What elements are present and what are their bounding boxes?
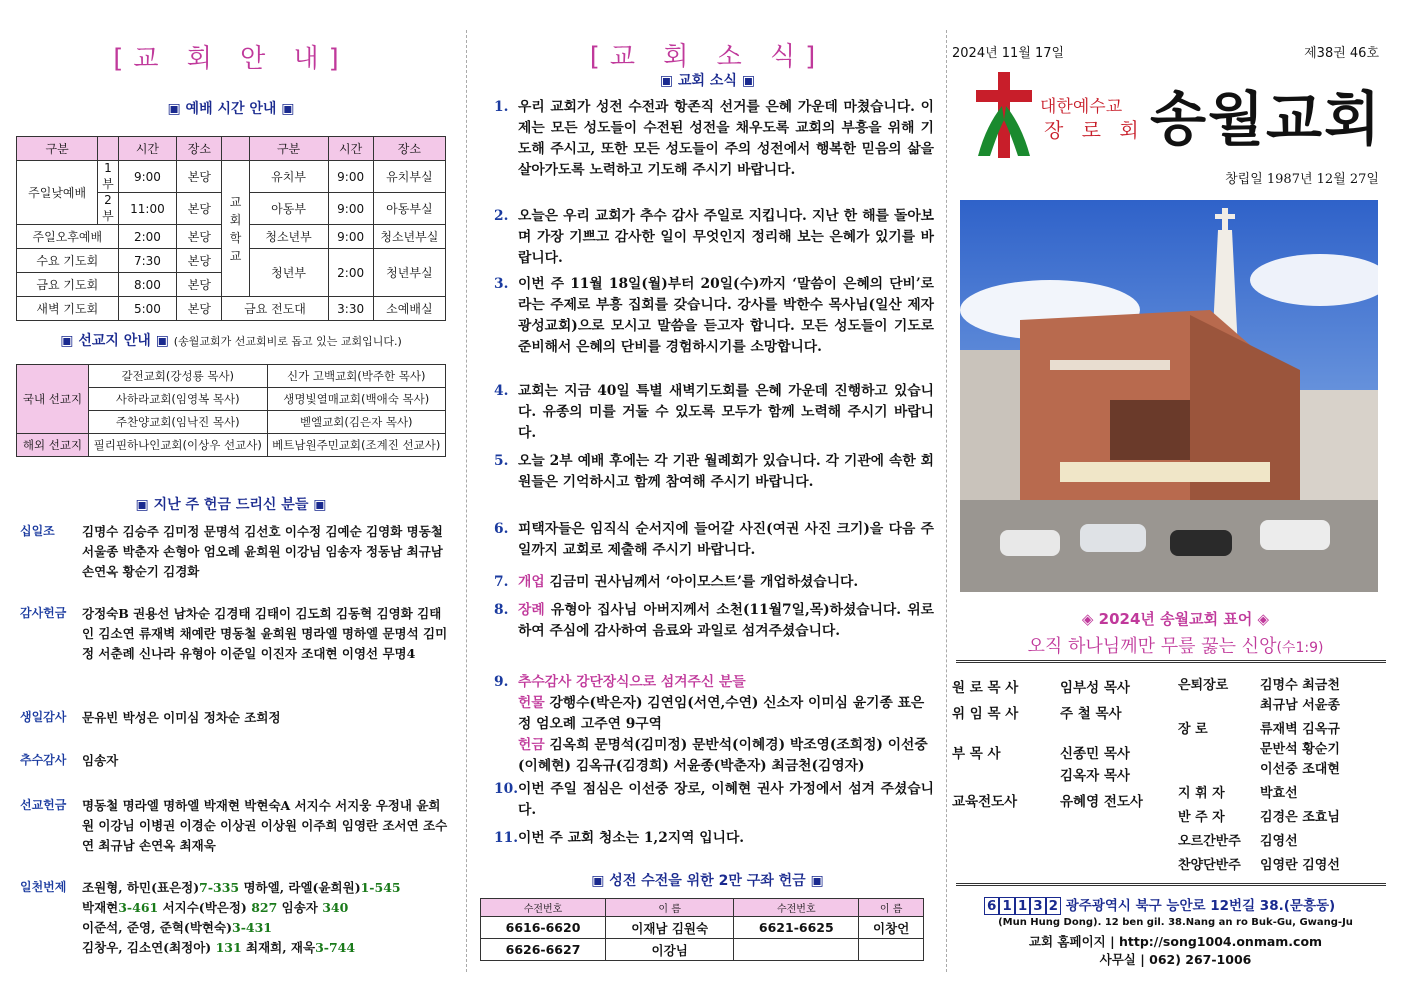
mission-heading	[0, 330, 462, 350]
motto	[948, 632, 1403, 658]
header-cell: 이 름	[859, 899, 924, 917]
offering-names: 명동철 명라엘 명하엘 박재현 박현숙A 서지수 서지웅 우정내 윤희원 이강님 이병권 이경순 이상권 이상원 이주희 임영란 조서연 조수연 최규남 손연옥 최재욱	[82, 798, 448, 853]
address-line: 6 1 1 3 2 광주광역시 북구 능안로 12번길 38.(문흥동)	[984, 894, 1335, 915]
dept-name: 청소년부	[249, 225, 328, 249]
header-cell: 수전번호	[734, 899, 859, 917]
table-row	[17, 161, 446, 193]
news-item: 3. 이번 주 11월 18일(월)부터 20일(수)까지 ‘말씀이 은혜의 단비’로 라는 주제로 부흥 집회를 갖습니다. 강사를 박한수 목사님(일산 제자 광성교회)으로 모시고 말씀을 듣고자 합니다. 모든 성도들이 기도로 준비해서 은혜의 단비를 경험하시기를 소망합니다.	[494, 276, 934, 355]
news-item: 11. 이번 주 교회 청소는 1,2지역 입니다.	[494, 830, 745, 846]
news-item: 4. 교회는 지금 40일 특별 새벽기도회를 은혜 가운데 진행하고 있습니다. 유종의 미를 거둘 수 있도록 모두가 함께 노력해 주시기 바랍니다.	[494, 383, 934, 441]
news-item: 1. 우리 교회가 성전 수전과 항존직 선거를 은혜 가운데 마쳤습니다. 이제는 모든 성도들이 수전된 성전을 채우도록 교회의 부흥을 위해 기도해 주시고, 또한 모든 성도들이 주의 성전에서 행복한 믿음의 삶을 살아가도록 노력하고 기도해 주시기 바랍니다.	[494, 99, 934, 178]
offering-heading: ▣ 지난 주 헌금 드리신 분들 ▣	[135, 497, 327, 513]
offering-names: 문유빈 박성은 이미심 정차순 조희정	[82, 710, 281, 725]
offering-label: 감사헌금	[20, 606, 67, 620]
dept-time: 9:00	[328, 161, 373, 193]
offering-tithe	[20, 522, 450, 582]
service-time: 5:00	[118, 297, 177, 321]
dept-time: 9:00	[328, 193, 373, 225]
service-place: 본당	[177, 297, 222, 321]
table-row: 6626-6627 이강님	[481, 939, 924, 961]
offering-mission	[20, 796, 450, 856]
dept-time: 9:00	[328, 225, 373, 249]
issue-number: 제38권 46호	[1304, 46, 1379, 61]
mission-cell: 신가 고백교회(박주한 목사)	[267, 365, 446, 388]
divider	[956, 660, 1386, 663]
news-item: 5. 오늘 2부 예배 후에는 각 기관 월례회가 있습니다. 각 기관에 속한 회원들은 기억하시고 함께 참여해 주시기 바랍니다.	[494, 453, 934, 490]
service-name: 주일오후예배	[17, 225, 119, 249]
worship-heading: ▣ 예배 시간 안내 ▣	[167, 101, 295, 117]
mission-cell: 생명빛열매교회(백애숙 목사)	[267, 388, 446, 411]
offering-harvest	[20, 751, 450, 771]
header-cell: 시간	[118, 137, 177, 161]
table-row	[17, 434, 446, 457]
offering-birthday	[20, 708, 450, 728]
offering-daily	[20, 878, 450, 958]
dept-name: 금요 전도대	[222, 297, 328, 321]
offering-names	[82, 878, 450, 958]
offering-names: 임송자	[82, 753, 119, 768]
offering-label: 추수감사	[20, 753, 67, 767]
dept-place: 청소년부실	[373, 225, 445, 249]
news-item-harvest: 9. 추수감사 강단장식으로 섬겨주신 분들 헌물 강행수(박은자) 김연임(서연,수연) 신소자 이미심 윤기종 표은정 엄오례 고주연 9구역 헌금 김옥희 문명석(김미정) 문반석(이혜경) 박조영(조희정) 이선중(이혜현) 김옥규(김경희) 서윤종(박춘자) 최금천(김영자)	[494, 672, 934, 777]
overseas-label: 해외 선교지	[17, 434, 89, 457]
service-place: 본당	[177, 225, 222, 249]
office-phone: 사무실 | 062) 267-1006	[1099, 952, 1252, 967]
mission-heading-text: ▣ 선교지 안내 ▣	[60, 333, 169, 349]
account-table	[480, 898, 924, 961]
church-building-photo	[960, 200, 1378, 592]
service-place: 본당	[177, 249, 222, 273]
church-name: 송월교회	[1150, 85, 1383, 153]
daily-line: 김창우, 김소연(최정아) 131 최재희, 재욱3-744	[82, 940, 356, 955]
service-name: 새벽 기도회	[17, 297, 119, 321]
motto-reference: (수1:9)	[1276, 640, 1324, 656]
offering-names: 강정숙B 권용선 남차순 김경태 김태이 김도희 김동혁 김영화 김태인 김소연 류재벽 채예란 명동철 윤희원 명라엘 명하엘 문명석 김미정 서춘례 신나라 유형아 이준일 이진자 조대현 이영선 무명4	[82, 606, 448, 661]
dept-place: 소예배실	[373, 297, 445, 321]
worship-schedule-table	[16, 136, 446, 321]
divider	[956, 883, 1386, 886]
offering-label: 선교헌금	[20, 798, 67, 812]
motto-heading: ◈ 2024년 송월교회 표어 ◈	[1081, 610, 1270, 628]
offering-label: 생일감사	[20, 710, 67, 724]
table-row	[17, 365, 446, 388]
service-time: 8:00	[118, 273, 177, 297]
news-item: 6. 피택자들은 임직식 순서지에 들어갈 사진(여권 사진 크기)을 다음 주일까지 교회로 제출해 주시기 바랍니다.	[494, 521, 934, 558]
mission-cell: 필리핀하나인교회(이상우 선교사)	[89, 434, 268, 457]
denomination-line2: 장 로 회	[1044, 118, 1145, 142]
dept-name: 청년부	[249, 249, 328, 297]
service-place: 본당	[177, 273, 222, 297]
mission-cell: 주찬양교회(임낙진 목사)	[89, 411, 268, 434]
news-item: 10. 이번 주일 점심은 이선중 장로, 이혜현 권사 가정에서 섬겨 주셨습니다.	[494, 781, 934, 818]
service-time: 7:30	[118, 249, 177, 273]
sunday-morning-label: 주일낮예배	[17, 161, 98, 225]
service-time: 2:00	[118, 225, 177, 249]
news-item: 2. 오늘은 우리 교회가 추수 감사 주일로 지킵니다. 지난 한 해를 돌아보며 가장 기쁘고 감사한 일이 무엇인지 정리해 보는 은혜가 있기를 바랍니다.	[494, 208, 934, 266]
header-cell: 이 름	[606, 899, 734, 917]
dept-place: 유치부실	[373, 161, 445, 193]
news-item: 7. 개업 김금미 권사님께서 ‘아이모스트’를 개업하셨습니다.	[494, 574, 859, 590]
mission-table	[16, 364, 446, 457]
church-news-column	[470, 0, 945, 992]
church-info-title: [교 회 안 내]	[113, 44, 349, 74]
church-cross-logo-icon	[972, 70, 1036, 160]
dept-name: 아동부	[249, 193, 328, 225]
harvest-title: 추수감사 강단장식으로 섬겨주신 분들	[518, 674, 746, 690]
mission-cell: 갈전교회(강성룡 목사)	[89, 365, 268, 388]
table-row	[481, 899, 924, 917]
mission-cell: 사하라교회(임영복 목사)	[89, 388, 268, 411]
issue-date: 2024년 11월 17일	[952, 46, 1065, 61]
service-place: 본당	[177, 193, 222, 225]
service-name: 수요 기도회	[17, 249, 119, 273]
table-row	[17, 297, 446, 321]
domestic-label: 국내 선교지	[17, 365, 89, 434]
address-text: 광주광역시 북구 능안로 12번길 38.(문흥동)	[1065, 898, 1336, 914]
service-time: 11:00	[118, 193, 177, 225]
service-time: 9:00	[118, 161, 177, 193]
table-row: 6616-6620 이재남 김원숙 6621-6625 이창언	[481, 917, 924, 939]
mission-note: (송월교회가 선교회비로 돕고 있는 교회입니다.)	[173, 335, 402, 348]
header-cell: 구분	[17, 137, 98, 161]
service-part: 1부	[98, 161, 118, 193]
offering-thanks	[20, 604, 450, 664]
homepage: 교회 홈페이지 | http://song1004.onmam.com	[1028, 934, 1323, 949]
denomination-line1: 대한예수교	[1040, 97, 1123, 117]
service-part: 2부	[98, 193, 118, 225]
dept-place: 아동부실	[373, 193, 445, 225]
news-heading: ▣ 교회 소식 ▣	[659, 73, 756, 89]
service-place: 본당	[177, 161, 222, 193]
address-english: (Mun Hung Dong). 12 ben gil. 38.Nang an ro Buk-Gu, Gwang-Ju	[998, 917, 1353, 928]
dept-time: 3:30	[328, 297, 373, 321]
dept-name: 유치부	[249, 161, 328, 193]
church-school-label: 교 회 학 교	[222, 161, 249, 297]
masthead-column: 2024년 11월 17일 제38권 46호 대한예수교 장 로 회 송월교회 창립일 1987년 12월 27일 ◈ 2024년 송월교회 표어 ◈ 오직 하나님께만 무릎 꿇는 신앙(수1:9) 원 로 목 사 임부성 목사 위 임 목 사 주 철 목사 부 목 사 신종민 목사 김옥자 목사 교육전도사 유혜영 전도사 은퇴장로 김명수 최금천 최규남 서윤종 장 로 류재벽 김옥규 문반석 황순기 이선중 조대현 지 휘 자 박효선 반 주 자 김경은 조효님 오르간반주 김영선 찬양단반주 임영란 김영선 6 1 1 3 2 광주광역시 북구 능안로 12번길 38.(문흥동) (Mun Hung Dong). 12 ben gil. 38.Nang an ro Buk-Gu, Gwang-Ju 교회 홈페이지 | http://song1004.onmam.com 사무실 | 062) 267-1006	[948, 0, 1403, 992]
offering-label: 일천번제	[20, 880, 67, 894]
header-cell: 구분	[249, 137, 328, 161]
header-cell: 시간	[328, 137, 373, 161]
offering-label: 십일조	[20, 524, 55, 538]
header-cell: 장소	[177, 137, 222, 161]
mission-cell: 베트남원주민교회(조계진 선교사)	[267, 434, 446, 457]
daily-line: 조원형, 하민(표은정)7-335 명하엘, 라엘(윤희원)1-545	[82, 880, 401, 895]
dept-time: 2:00	[328, 249, 373, 297]
church-info-column	[0, 0, 462, 992]
header-cell: 수전번호	[481, 899, 606, 917]
daily-line: 박재현3-461 서지수(박은정) 827 임송자 340	[82, 900, 349, 915]
account-heading: ▣ 성전 수전을 위한 2만 구좌 헌금 ▣	[591, 873, 824, 889]
table-row	[17, 137, 446, 161]
church-news-title: [교 회 소 식]	[589, 42, 826, 72]
motto-text: 오직 하나님께만 무릎 꿇는 신앙	[1027, 636, 1277, 657]
mission-cell: 벧엘교회(김은자 목사)	[267, 411, 446, 434]
news-item: 8. 장례 유형아 집사님 아버지께서 소천(11월7일,목)하셨습니다. 위로하여 주심에 감사하여 음료와 과일로 섬겨주셨습니다.	[494, 602, 934, 639]
offering-names: 김명수 김승주 김미정 문명석 김선호 이수정 김예순 김영화 명동철 서울종 박춘자 손형아 엄오례 윤희원 이강님 임송자 정동남 최규남 손연옥 황순기 김경화	[82, 524, 443, 579]
dept-place: 청년부실	[373, 249, 445, 297]
daily-line: 이준석, 준영, 준혁(박현숙)3-431	[82, 920, 272, 935]
header-cell: 장소	[373, 137, 445, 161]
founded-date: 창립일 1987년 12월 27일	[1225, 172, 1379, 187]
service-name: 금요 기도회	[17, 273, 119, 297]
